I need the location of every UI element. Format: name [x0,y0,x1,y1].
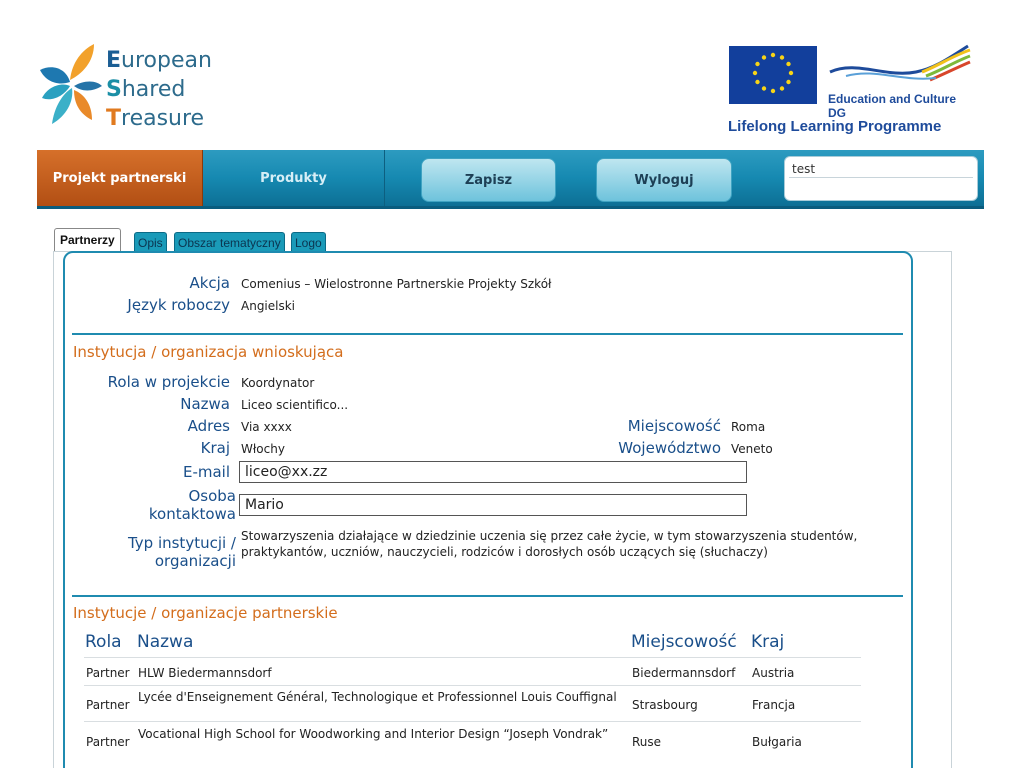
education-culture-swoosh-icon [826,42,972,90]
typ-instytucji-label [128,534,236,570]
logout-button[interactable]: Wyloguj [596,158,732,202]
row-rola: Partner [86,666,130,680]
email-field[interactable] [239,461,747,483]
typ-instytucji-value: Stowarzyszenia działające w dziedzinie uczenia się przez całe życie, w tym stowarzyszenia studentów, praktykantów, uczniów, nauczycieli, rodziców i dorosłych osób uczących się (słuchaczy) [241,529,858,559]
section-divider [72,333,903,335]
section-divider [72,595,903,597]
row-divider [84,721,861,722]
save-button[interactable]: Zapisz [421,158,556,202]
tab-logo[interactable]: Logo [291,232,326,252]
col-header-kraj: Kraj [751,632,785,652]
typ-label-line2: organizacji [154,552,236,570]
sponsor-logos [726,40,972,142]
wojewodztwo-value: Veneto [731,442,773,456]
logo-word-treasure: reasure [121,106,205,131]
applicant-section-title: Instytucja / organizacja wnioskująca [73,343,344,361]
email-label: E-mail [182,463,230,481]
typ-label-line1: Typ instytucji / [127,534,236,552]
row-rola: Partner [86,698,130,712]
col-header-miejscowosc: Miejscowość [631,632,737,652]
user-input[interactable] [789,160,973,178]
adres-label: Adres [187,417,230,435]
user-box [784,156,978,201]
nav-projekt-partnerski[interactable]: Projekt partnerski [37,150,203,206]
education-culture-label: Education and Culture DG [828,92,957,120]
col-header-nazwa: Nazwa [137,632,194,652]
eu-flag-icon [729,46,817,104]
rola-value: Koordynator [241,376,315,390]
partners-section-title: Instytucje / organizacje partnerskie [73,604,338,622]
row-nazwa: HLW Biedermannsdorf [138,666,272,680]
row-kraj: Francja [752,698,796,712]
contact-person-field[interactable] [239,494,747,516]
tab-obszar-tematyczny[interactable]: Obszar tematyczny [174,232,285,252]
row-nazwa: Vocational High School for Woodworking and Interior Design “Joseph Vondrak” [138,727,609,741]
akcja-label: Akcja [189,274,230,292]
logo-word-treasure-cap: T [106,106,122,131]
col-header-rola: Rola [85,632,122,652]
nazwa-label: Nazwa [180,395,230,413]
osoba-kontaktowa-label [149,487,236,523]
rola-label: Rola w projekcie [107,373,230,391]
row-miejscowosc: Biedermannsdorf [632,666,736,680]
row-miejscowosc: Ruse [632,735,662,749]
logo-word-shared: hared [121,77,186,102]
logo-word-european-cap: E [106,48,122,73]
est-logo [38,40,238,135]
adres-value: Via xxxx [241,420,292,434]
lifelong-learning-label: Lifelong Learning Programme [728,118,942,135]
kraj-label: Kraj [200,439,230,457]
tab-partnerzy[interactable]: Partnerzy [54,228,121,252]
nav-produkty[interactable]: Produkty [203,150,385,206]
logo-word-shared-cap: S [106,77,122,102]
kraj-value: Włochy [241,442,285,456]
miejscowosc-value: Roma [731,420,766,434]
row-miejscowosc: Strasbourg [632,698,698,712]
logo-word-european: uropean [121,48,212,73]
nazwa-value: Liceo scientifico... [241,398,349,412]
akcja-value: Comenius – Wielostronne Partnerskie Projekty Szkół [241,277,552,291]
row-kraj: Austria [752,666,795,680]
row-divider [84,657,861,658]
jezyk-label: Język roboczy [127,296,230,314]
wojewodztwo-label: Województwo [618,439,721,457]
miejscowosc-label: Miejscowość [627,417,721,435]
row-rola: Partner [86,735,130,749]
row-kraj: Bułgaria [752,735,802,749]
jezyk-value: Angielski [241,299,296,313]
main-nav-bar [37,150,984,209]
row-divider [84,685,861,686]
osoba-label-line1: Osoba [188,487,236,505]
tab-opis[interactable]: Opis [134,232,167,252]
flower-logo-icon [38,40,102,132]
row-nazwa: Lycée d'Enseignement Général, Technologique et Professionnel Louis Couffignal [138,690,617,704]
osoba-label-line2: kontaktowa [148,505,236,523]
